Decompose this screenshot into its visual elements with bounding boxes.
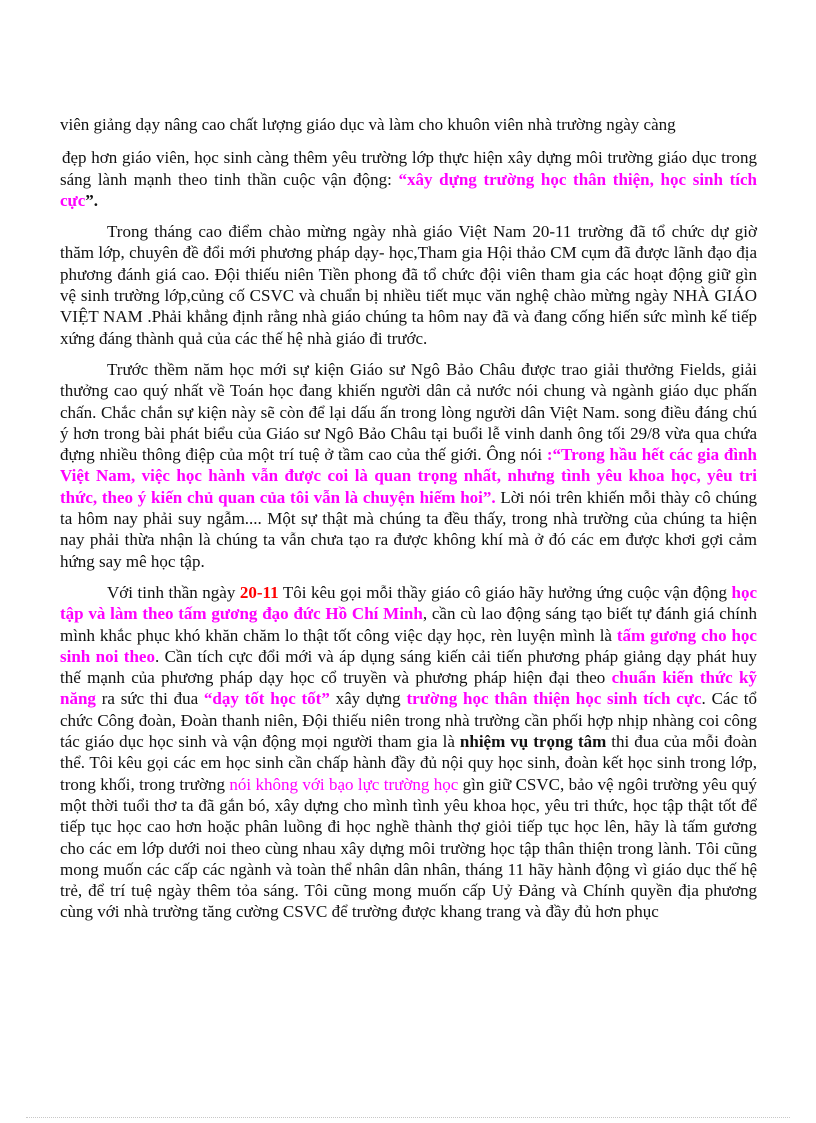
paragraph-2 [60,147,757,211]
highlight-text: tấm gương cho học sinh noi theo [60,625,757,666]
highlight-text: nói không với bạo lực trường học [229,774,459,794]
paragraph-4 [60,359,757,572]
text-run: ”. [85,190,99,210]
text-run: Trước thềm năm học mới sự kiện Giáo sư Ngô Bảo Châu được trao giải thưởng Fields, giải thưởng cao quý nhất về Toán học đang khiến người dân cả nước nói chung và ngành giáo dục phấn chấn. Chắc chắn sự kiện này sẽ còn để lại dấu ấn trong lòng người dân Việt Nam. song điều đáng chú ý hơn trong bài phát biểu của Giáo sư Ngô Bảo Châu tại buổi lễ vinh danh ông tối 29/8 vừa qua chứa đựng nhiều thông điệp của một trí tuệ ở tầm cao của thế giới. Ông nói [60,359,757,465]
text-run: . Các tổ chức Công đoàn, Đoàn thanh niên, Đội thiếu niên trong nhà trường cần phối hợp nhịp nhàng coi công tác giáo dục học sinh và vận động mọi người tham gia là [60,689,758,752]
date-highlight: 20-11 [239,582,279,602]
highlight-text: chuẩn kiến thức kỹ năng [60,668,758,709]
text-run: xây dựng [329,689,407,709]
text-run: Trong tháng cao điểm chào mừng ngày nhà giáo Việt Nam 20-11 trường đã tổ chức dự giờ thăm lớp, chuyên đề đổi mới phương pháp dạy- học,Tham gia Hội thảo CM cụm đã được lãnh đạo địa phương đánh giá cao. Đội thiếu niên Tiền phong đã tổ chức đội viên tham gia các hoạt động giữ gìn vệ sinh trường lớp,củng cố CSVC và chuẩn bị nhiều tiết mục văn nghệ chào mừng ngày NHÀ GIÁO VIỆT NAM .Phải khẳng định rằng nhà giáo chúng ta hôm nay đã và đang cống hiến sức mình kế tiếp xứng đáng thành quả của các thế hệ nhà giáo đi trước. [60,222,757,348]
text-run: Với tinh thần ngày [107,582,240,602]
text-run: . Cần tích cực đổi mới và áp dụng sáng kiến cải tiến phương pháp giảng dạy phát huy thế mạnh của phương pháp dạy học cổ truyền và phương pháp hiện đại theo [60,646,757,688]
text-run: gìn giữ CSVC, bảo vệ ngôi trường yêu quý một thời tuổi thơ ta đã gắn bó, xây dựng cho mình tình yêu khoa học, yêu tri thức, học tập thật tốt để tiếp tục học cao hơn hoặc phân luồng đi học nghề thành thợ giỏi tiếp tục học lên, hãy là tấm gương cho các em lớp dưới noi theo cùng nhau xây dựng môi trường học tập thân thiện trong lành. Tôi cũng mong muốn các cấp các ngành và toàn thể nhân dân nhân, tháng 11 hãy hành động vì giáo dục thế hệ trẻ, để trí tuệ ngày thêm tỏa sáng. Tôi cũng mong muốn cấp Uỷ Đảng và Chính quyền địa phương cùng với nhà trường tăng cường CSVC để trường được khang trang và đầy đủ hơn phục [60,774,757,922]
text-run: đẹp hơn giáo viên, học sinh càng thêm yêu trường lớp thực hiện xây dựng môi trường giáo dục trong sáng lành mạnh theo tinh thần cuộc vận động: [60,148,757,189]
paragraph-5 [60,582,757,923]
text-run: ra sức thi đua [95,689,204,709]
text-run: Tôi kêu gọi mỗi thầy giáo cô giáo hãy hưởng ứng cuộc vận động [278,582,732,602]
quote-highlight: :“Trong hầu hết các gia đình Việt Nam, việc học hành vẫn được coi là quan trọng nhất, nhưng tình yêu khoa học, yêu tri thức, theo ý kiến chủ quan của tôi vẫn là chuyện hiếm hoi”. [60,445,757,507]
document-page [60,114,757,933]
bold-text: nhiệm vụ trọng tâm [459,732,607,752]
text-run: , cần cù lao động sáng tạo biết tự đánh giá chính mình khắc phục khó khăn chăm lo thật tốt công việc dạy học, rèn luyện mình là [60,604,757,645]
paragraph-3 [60,221,757,349]
campaign-highlight: “xây dựng trường học thân thiện, học sinh tích cực [60,169,757,210]
text-run: thi đua của mỗi đoàn thể. Tôi kêu gọi các em học sinh cần chấp hành đầy đủ nội quy học sinh, đoàn kết học sinh trong lớp, trong khối, trong trường [60,732,758,794]
paragraph-1 [60,114,757,135]
text-run: viên giảng dạy nâng cao chất lượng giáo dục và làm cho khuôn viên nhà trường ngày càng [60,115,676,134]
highlight-text: trường học thân thiện học sinh tích cực [406,689,702,709]
page-bottom-divider [26,1117,790,1118]
text-run: Lời nói trên khiến mỗi thày cô chúng ta hôm nay phải suy ngẫm.... Một sự thật mà chúng ta đều thấy, trong nhà trường của chúng ta hiện nay phải thừa nhận là chúng ta vẫn chưa tạo ra được không khí mà ở đó các em được khơi gợi cảm hứng say mê học tập. [60,487,757,571]
highlight-text: học tập và làm theo tấm gương đạo đức Hồ Chí Minh [60,582,758,624]
highlight-text: “dạy tốt học tốt” [203,689,330,709]
